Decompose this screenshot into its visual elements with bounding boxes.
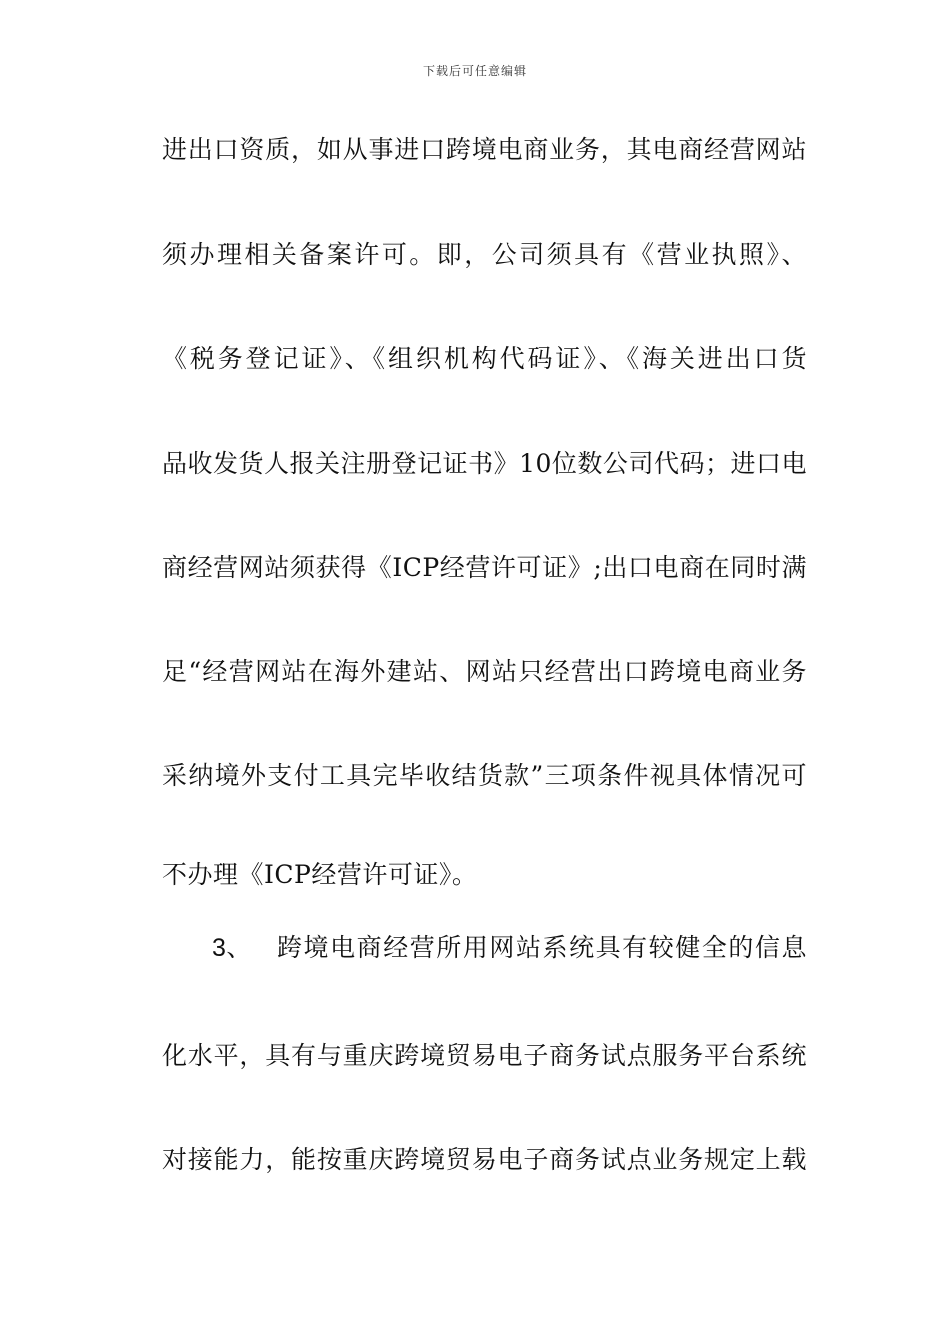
body-line-7: 采纳境外支付工具完毕收结货款”三项条件视具体情况可: [162, 761, 807, 790]
body-line-8: 不办理《ICP经营许可证》。: [162, 860, 478, 889]
body-line-6: 足“经营网站在海外建站、网站只经营出口跨境电商业务: [162, 657, 807, 686]
body-line-10: 化水平，具有与重庆跨境贸易电子商务试点服务平台系统: [162, 1041, 807, 1070]
body-line-2: 须办理相关备案许可。即，公司须具有《营业执照》、: [162, 240, 807, 269]
list-item-number: 3、: [212, 934, 252, 962]
body-line-4: 品收发货人报关注册登记证书》10位数公司代码；进口电: [162, 449, 807, 478]
page-header: 下载后可任意编辑: [422, 64, 527, 78]
body-line-11: 对接能力，能按重庆跨境贸易电子商务试点业务规定上载: [162, 1145, 807, 1174]
body-line-3: 《税务登记证》、《组织机构代码证》、《海关进出口货: [162, 344, 807, 373]
body-line-1: 进出口资质，如从事进口跨境电商业务，其电商经营网站: [162, 135, 807, 164]
list-item-text: 跨境电商经营所用网站系统具有较健全的信息: [277, 933, 807, 962]
list-item-3: [162, 933, 807, 963]
body-line-5: 商经营网站须获得《ICP经营许可证》;出口电商在同时满: [162, 553, 807, 582]
